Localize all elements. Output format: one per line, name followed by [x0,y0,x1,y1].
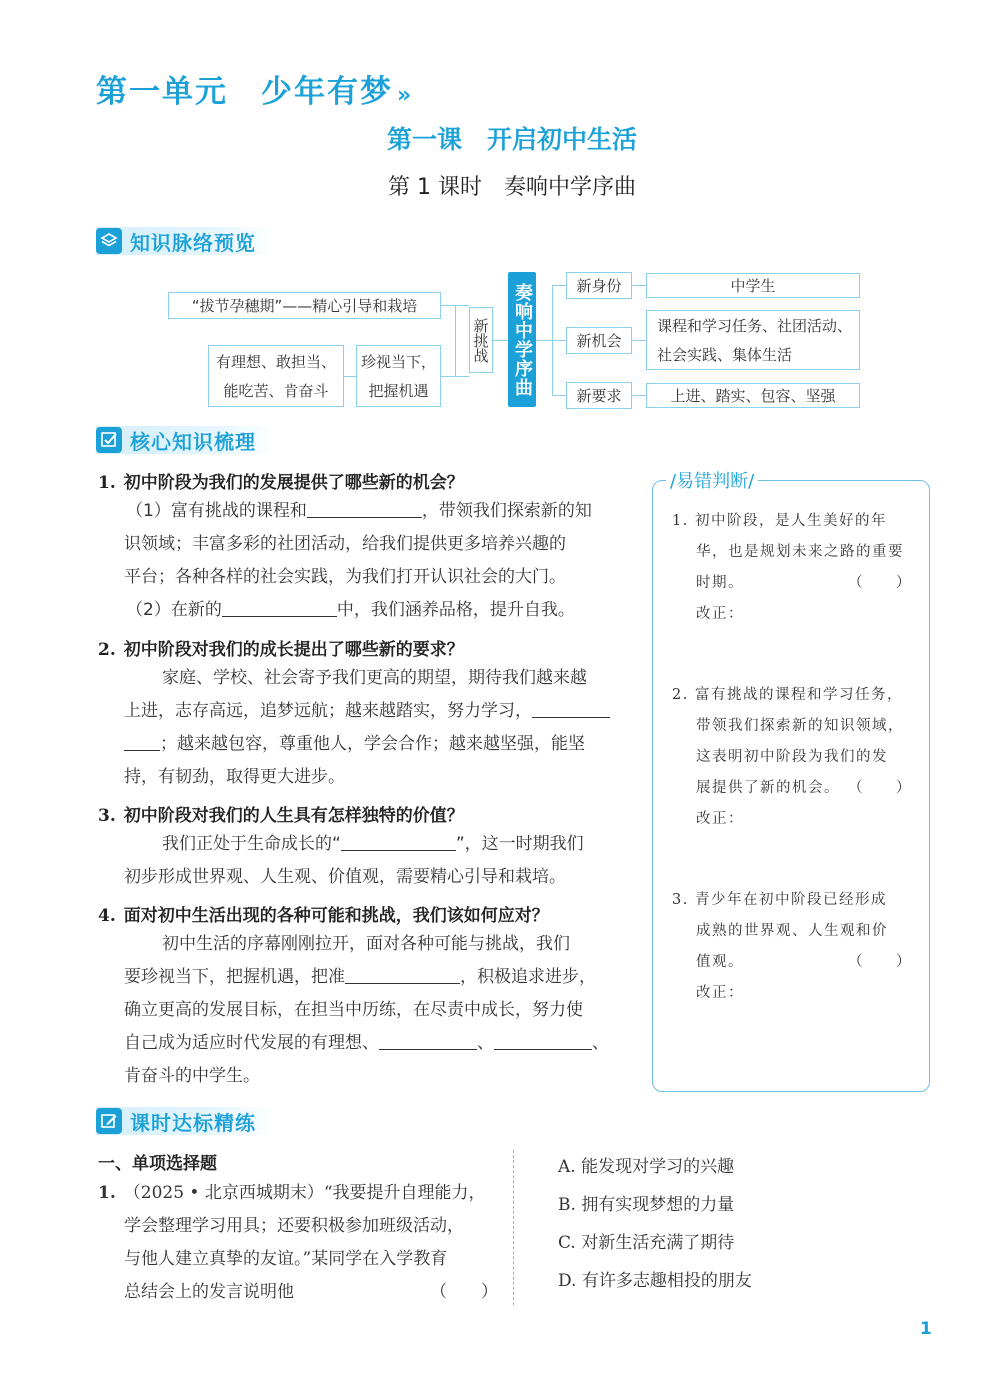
options-list [558,1148,752,1300]
answer-blank[interactable] [124,730,160,751]
answer-paren[interactable]: （ ） [848,954,912,970]
mindmap-branch-content: 上进、踏实、包容、坚强 [646,383,860,408]
answer-blank[interactable] [222,596,337,617]
option-b[interactable]: B. 拥有实现梦想的力量 [558,1195,735,1215]
mindmap-branch-label: 新要求 [566,382,632,409]
judgment-item-2: 2. 富有挑战的课程和学习任务， 带领我们探索新的知识领域， 这表明初中阶段为我们的发 展提供了新的机会。 （ ） 改正： [672,687,912,827]
answer-blank[interactable] [532,697,610,718]
chevron-right-icon: » [397,83,406,108]
mindmap-branch-label: 新身份 [566,272,632,299]
option-a[interactable]: A. 能发现对学习的兴趣 [558,1157,735,1177]
section-header-core: 核心知识梳理 [96,426,274,454]
checkbox-icon [96,427,122,453]
answer-blank[interactable] [307,497,422,518]
column-divider [513,1150,514,1305]
core-question-3: 3. 初中阶段对我们的人生具有怎样独特的价值？ [98,806,464,826]
mindmap-left-bottom: 有理想、敢担当、 能吃苦、肯奋斗 [208,345,344,407]
answer-paren[interactable]: （ ） [848,780,912,796]
answer-blank[interactable] [379,1029,477,1050]
answer-paren[interactable]: （ ） [848,575,912,591]
layers-icon [96,228,122,254]
mindmap-left-top: “拔节孕穗期”——精心引导和栽培 [168,292,441,319]
judgment-item-3: 3. 青少年在初中阶段已经形成 成熟的世界观、人生观和价 值观。 （ ） 改正： [672,892,912,1001]
section-header-overview: 知识脉络预览 [96,227,274,255]
answer-blank[interactable] [494,1029,592,1050]
pencil-icon [96,1108,122,1134]
period-title: 第 1 课时 奏响中学序曲 [388,175,636,200]
section-header-practice: 课时达标精练 [96,1107,274,1135]
option-c[interactable]: C. 对新生活充满了期待 [558,1233,735,1253]
core-answer-3: 我们正处于生命成长的“ ”，这一时期我们 初步形成世界观、人生观、价值观，需要精心引导和栽培。 [124,828,626,894]
answer-paren[interactable]: （ ） [430,1282,498,1302]
lesson-title: 第一课 开启初中生活 [386,125,637,154]
question-type-title: 一、单项选择题 [98,1154,217,1174]
panel-title: /易错判断/ [666,467,758,493]
answer-blank[interactable] [341,830,456,851]
mindmap-branch-label: 新机会 [566,327,632,354]
core-answer-2: 家庭、学校、社会寄予我们更高的期望，期待我们越来越 上进，志存高远，追梦远航；越来越踏实，努力学习， ；越来越包容，尊重他人，学会合作；越来越坚强，能坚 持，有韧劲，取得更大进步。 [124,662,626,794]
option-d[interactable]: D. 有许多志趣相投的朋友 [558,1271,752,1291]
judgment-item-1: 1. 初中阶段，是人生美好的年 华，也是规划未来之路的重要 时期。 （ ） 改正： [672,513,912,622]
core-question-4: 4. 面对初中生活出现的各种可能和挑战，我们该如何应对？ [98,906,549,926]
core-question-1: 1. 初中阶段为我们的发展提供了哪些新的机会？ [98,473,464,493]
mindmap-mid-bottom: 珍视当下， 把握机遇 [356,345,441,407]
mindmap-challenge: 新挑战 [469,307,493,373]
practice-question-1: 1. （2025 • 北京西城期末）“我要提升自理能力， 学会整理学习用具；还要积极参加班级活动， 与他人建立真挚的友谊。”某同学在入学教育 总结会上的发言说明他 （ ） [98,1177,498,1309]
mindmap-branch-content: 中学生 [646,273,860,298]
answer-blank[interactable] [345,963,460,984]
page-number: 1 [920,1319,932,1339]
mindmap-branch-content: 课程和学习任务、社团活动、 社会实践、集体生活 [646,310,860,370]
unit-title: 第一单元 少年有梦 » [96,74,406,110]
core-answer-1: （1）富有挑战的课程和 ，带领我们探索新的知 识领域；丰富多彩的社团活动，给我们提供更多培养兴趣的 平台；各种各样的社会实践，为我们打开认识社会的大门。 （2）在新的 中，我们涵养品格，提升自我。 [124,495,626,627]
core-answer-4: 初中生活的序幕刚刚拉开，面对各种可能与挑战，我们 要珍视当下，把握机遇，把准 ，积极追求进步， 确立更高的发展目标，在担当中历练，在尽责中成长，努力使 自己成为适应时代发展的有理想、 、 、 肯奋斗的中学生。 [124,934,609,1086]
mindmap-central: 奏响中学序曲 [508,272,536,407]
core-question-2: 2. 初中阶段对我们的成长提出了哪些新的要求？ [98,640,464,660]
